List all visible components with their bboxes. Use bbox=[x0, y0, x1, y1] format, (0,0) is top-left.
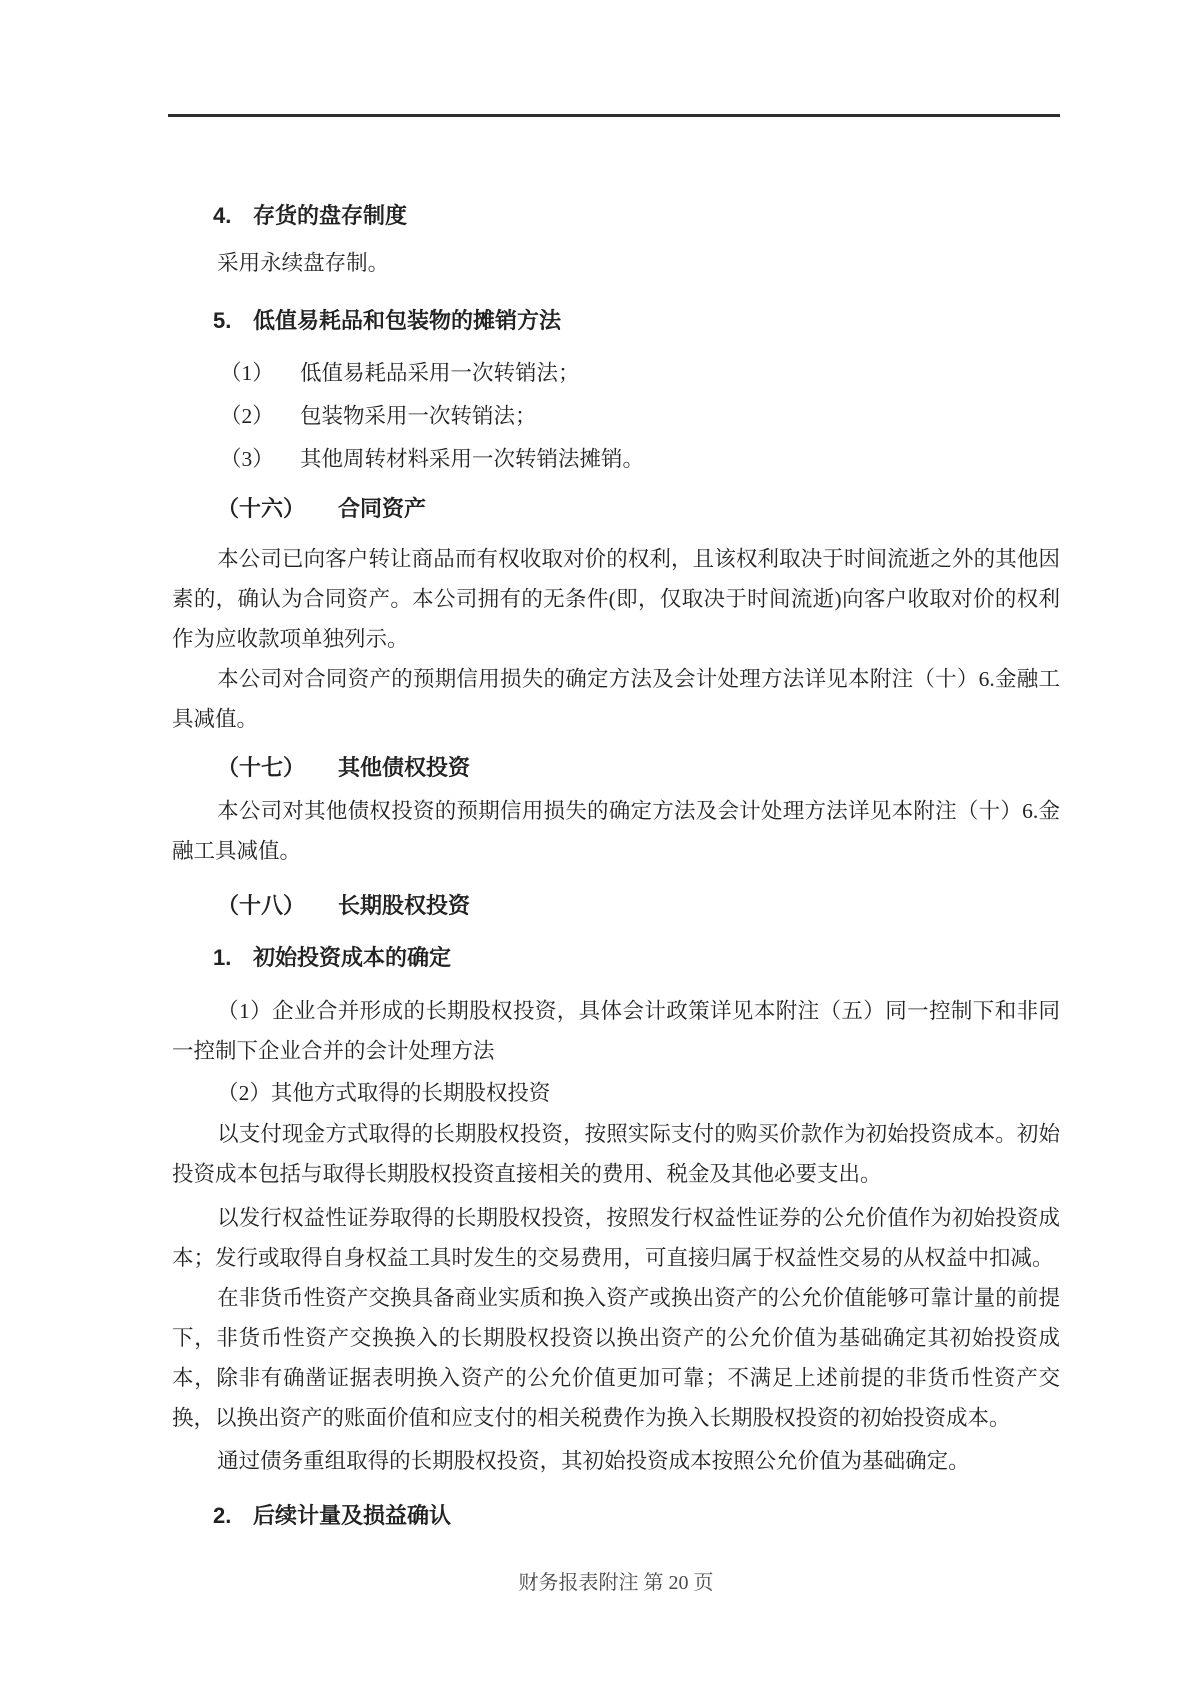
paragraph-lte-cash-payment: 以支付现金方式取得的长期股权投资，按照实际支付的购买价款作为初始投资成本。初始投资成本包括与取得长期股权投资直接相关的费用、税金及其他必要支出。 bbox=[172, 1122, 1060, 1186]
list-item-text: 包装物采用一次转销法； bbox=[300, 404, 537, 428]
list-item-text: 其他周转材料采用一次转销法摊销。 bbox=[300, 447, 645, 471]
section-number: （十六） bbox=[217, 496, 306, 521]
heading-title: 后续计量及损益确认 bbox=[253, 1503, 452, 1528]
amortization-list bbox=[172, 353, 1060, 479]
list-item-number: （3） bbox=[220, 447, 274, 471]
section-title: 合同资产 bbox=[338, 496, 427, 521]
paragraph-contract-assets-2: 本公司对合同资产的预期信用损失的确定方法及会计处理方法详见本附注（十）6.金融工具减值。 bbox=[172, 667, 1060, 731]
page-footer bbox=[172, 1568, 1060, 1598]
list-item-number: （1） bbox=[220, 361, 274, 385]
heading-number: 1. bbox=[213, 945, 232, 970]
paragraph-lte-equity-securities: 以发行权益性证券取得的长期股权投资，按照发行权益性证券的公允价值作为初始投资成本；发行或取得自身权益工具时发生的交易费用，可直接归属于权益性交易的从权益中扣减。 bbox=[172, 1206, 1060, 1270]
heading-initial-investment-cost bbox=[213, 938, 1060, 978]
list-item bbox=[220, 439, 1060, 479]
heading-title: 初始投资成本的确定 bbox=[253, 945, 452, 970]
paragraph-lte-other-methods: （2）其他方式取得的长期股权投资 bbox=[217, 1081, 551, 1105]
section-number: （十七） bbox=[217, 755, 306, 780]
section-title: 其他债权投资 bbox=[338, 755, 471, 780]
paragraph-contract-assets-1: 本公司已向客户转让商品而有权收取对价的权利，且该权利取决于时间流逝之外的其他因素的，确认为合同资产。本公司拥有的无条件(即，仅取决于时间流逝)向客户收取对价的权利作为应收款项单独列示。 bbox=[172, 547, 1060, 651]
heading-section-16-contract-assets bbox=[217, 489, 1060, 529]
paragraph-other-debt-investments: 本公司对其他债权投资的预期信用损失的确定方法及会计处理方法详见本附注（十）6.金融工具减值。 bbox=[172, 799, 1060, 863]
heading-subsequent-measurement bbox=[213, 1496, 1060, 1536]
paragraph-lte-nonmonetary-exchange: 在非货币性资产交换具备商业实质和换入资产或换出资产的公允价值能够可靠计量的前提下，非货币性资产交换换入的长期股权投资以换出资产的公允价值为基础确定其初始投资成本，除非有确凿证据表明换入资产的公允价值更加可靠；不满足上述前提的非货币性资产交换，以换出资产的账面价值和应支付的相关税费作为换入长期股权投资的初始投资成本。 bbox=[172, 1286, 1060, 1430]
section-number: （十八） bbox=[217, 893, 306, 918]
list-item-number: （2） bbox=[220, 404, 274, 428]
heading-number: 2. bbox=[213, 1503, 232, 1528]
heading-number: 5. bbox=[213, 308, 232, 333]
document-content bbox=[172, 0, 1060, 1536]
heading-number: 4. bbox=[213, 203, 232, 228]
list-item bbox=[220, 353, 1060, 393]
paragraph-inventory-method: 采用永续盘存制。 bbox=[217, 251, 390, 275]
paragraph-lte-debt-restructuring: 通过债务重组取得的长期股权投资，其初始投资成本按照公允价值为基础确定。 bbox=[217, 1449, 970, 1473]
heading-section-17-other-debt-investments bbox=[217, 748, 1060, 788]
section-title: 长期股权投资 bbox=[338, 893, 471, 918]
list-item bbox=[220, 396, 1060, 436]
list-item-text: 低值易耗品采用一次转销法； bbox=[300, 361, 580, 385]
footer-text: 财务报表附注 第 20 页 bbox=[518, 1572, 714, 1594]
heading-section-18-long-term-equity-investments bbox=[217, 886, 1060, 926]
heading-inventory-system bbox=[213, 196, 1060, 236]
heading-title: 低值易耗品和包装物的摊销方法 bbox=[253, 308, 562, 333]
heading-amortization-method bbox=[213, 301, 1060, 341]
paragraph-lte-business-combination: （1）企业合并形成的长期股权投资，具体会计政策详见本附注（五）同一控制下和非同一控制下企业合并的会计处理方法 bbox=[172, 999, 1060, 1063]
heading-title: 存货的盘存制度 bbox=[253, 203, 408, 228]
